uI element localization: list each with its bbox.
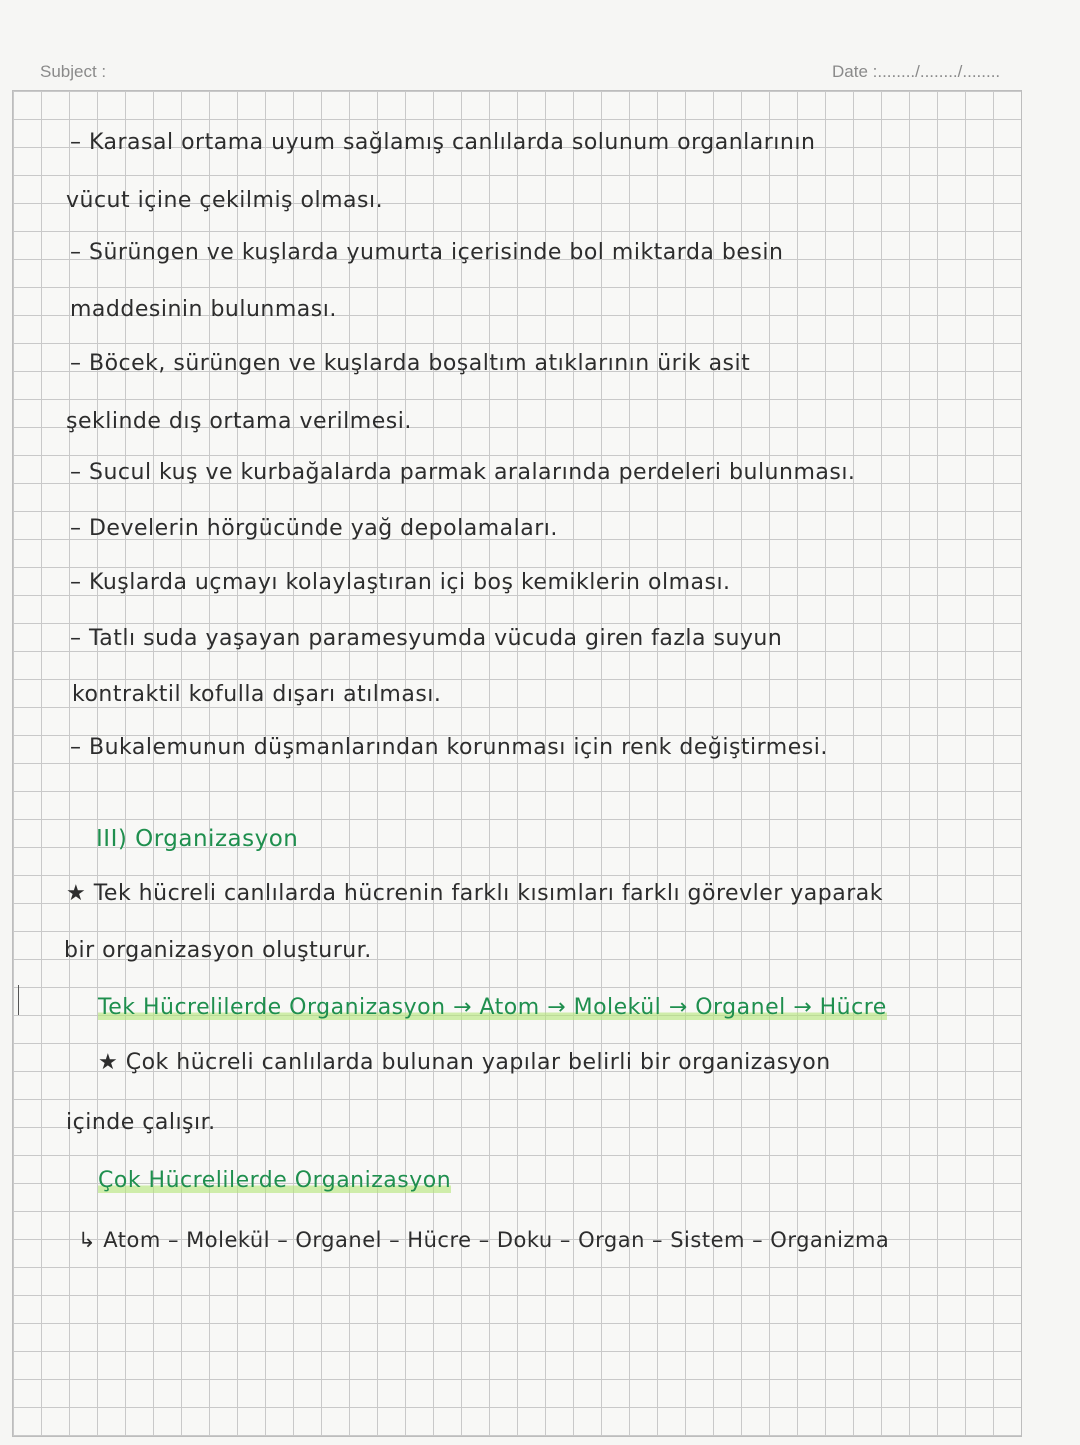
note-line: maddesinin bulunması.	[70, 297, 337, 322]
note-line: – Sucul kuş ve kurbağalarda parmak aralarında perdeleri bulunması.	[70, 460, 856, 485]
note-line: bir organizasyon oluşturur.	[64, 938, 372, 963]
multicellular-organization-title: Çok Hücrelilerde Organizasyon	[98, 1168, 452, 1193]
organization-levels-line: ↳ Atom – Molekül – Organel – Hücre – Doku – Organ – Sistem – Organizma	[78, 1228, 890, 1252]
note-line: – Böcek, sürüngen ve kuşlarda boşaltım atıklarının ürik asit	[70, 351, 751, 376]
note-line: – Karasal ortama uyum sağlamış canlılarda solunum organlarının	[70, 130, 816, 155]
note-line: ★ Tek hücreli canlılarda hücrenin farklı kısımları farklı görevler yaparak	[66, 881, 883, 906]
note-line: – Sürüngen ve kuşlarda yumurta içerisinde bol miktarda besin	[70, 240, 784, 265]
note-line: kontraktil kofulla dışarı atılması.	[72, 682, 442, 707]
note-line: – Develerin hörgücünde yağ depolamaları.	[70, 516, 558, 541]
note-line: – Tatlı suda yaşayan paramesyumda vücuda giren fazla suyun	[70, 626, 783, 651]
section-title: III) Organizasyon	[96, 826, 299, 852]
unicellular-organization-line: Tek Hücrelilerde Organizasyon → Atom → Molekül → Organel → Hücre	[98, 995, 887, 1020]
note-line: içinde çalışır.	[66, 1110, 216, 1135]
note-line: – Bukalemunun düşmanlarından korunması için renk değiştirmesi.	[70, 735, 828, 760]
subject-label: Subject :	[40, 62, 107, 81]
note-line: vücut içine çekilmiş olması.	[66, 188, 384, 213]
note-line: ★ Çok hücreli canlılarda bulunan yapılar belirli bir organizasyon	[98, 1050, 831, 1075]
margin-mark	[18, 985, 19, 1015]
note-line: şeklinde dış ortama verilmesi.	[66, 409, 412, 434]
note-line: – Kuşlarda uçmayı kolaylaştıran içi boş kemiklerin olması.	[70, 570, 731, 595]
date-label: Date :......../......../........	[832, 62, 1001, 81]
